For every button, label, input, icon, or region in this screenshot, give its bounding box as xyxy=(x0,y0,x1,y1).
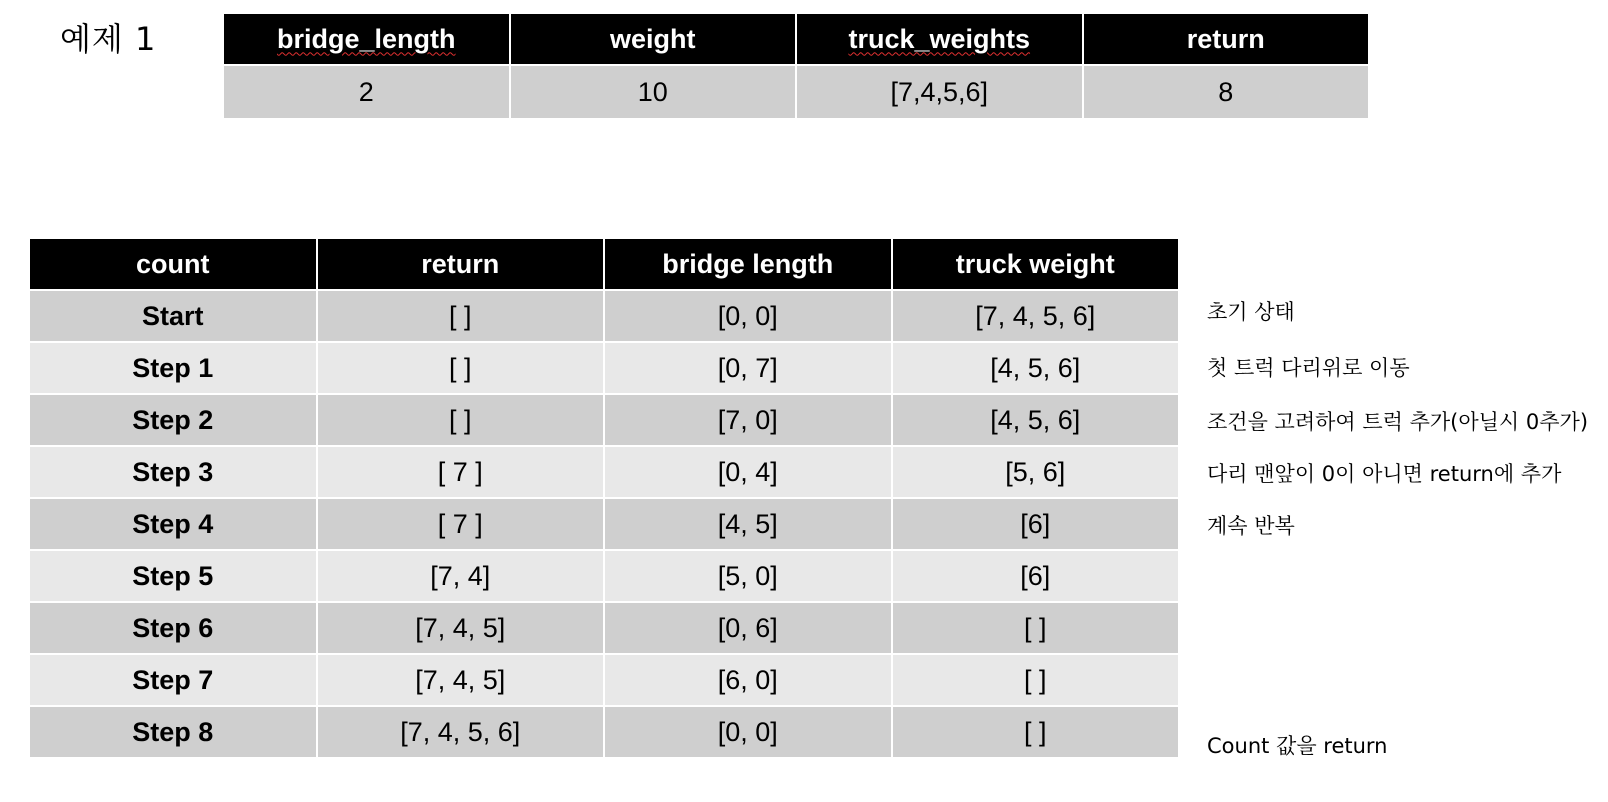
table-row xyxy=(29,706,1179,758)
table-row xyxy=(29,550,1179,602)
header-bridge-length-text: bridge_length xyxy=(276,23,456,54)
return-cell: [ 7 ] xyxy=(317,498,605,550)
header-return: return xyxy=(1083,13,1370,65)
return-cell: [7, 4] xyxy=(317,550,605,602)
bridge-cell: [7, 0] xyxy=(604,394,892,446)
return-cell: [ ] xyxy=(317,342,605,394)
count-cell: Step 7 xyxy=(29,654,317,706)
truck-cell: [7, 4, 5, 6] xyxy=(892,290,1180,342)
return-cell: [7, 4, 5, 6] xyxy=(317,706,605,758)
header-count: count xyxy=(29,238,317,290)
return-cell: [7, 4, 5] xyxy=(317,602,605,654)
count-cell: Step 3 xyxy=(29,446,317,498)
value-truck-weights: [7,4,5,6] xyxy=(796,65,1083,119)
truck-cell: [4, 5, 6] xyxy=(892,394,1180,446)
example-value-row xyxy=(223,65,1369,119)
truck-cell: [ ] xyxy=(892,654,1180,706)
bridge-cell: [0, 4] xyxy=(604,446,892,498)
note-repeat: 계속 반복 xyxy=(1207,514,1295,538)
note-front-return: 다리 맨앞이 0이 아니면 return에 추가 xyxy=(1207,462,1562,486)
bridge-cell: [5, 0] xyxy=(604,550,892,602)
note-count-return: Count 값을 return xyxy=(1207,734,1388,758)
count-cell: Step 8 xyxy=(29,706,317,758)
bridge-cell: [0, 0] xyxy=(604,290,892,342)
truck-cell: [6] xyxy=(892,498,1180,550)
header-bridge-length xyxy=(223,13,510,65)
header-weight: weight xyxy=(510,13,797,65)
note-first-truck: 첫 트럭 다리위로 이동 xyxy=(1207,356,1410,380)
bridge-cell: [0, 0] xyxy=(604,706,892,758)
count-cell: Step 5 xyxy=(29,550,317,602)
bridge-cell: [4, 5] xyxy=(604,498,892,550)
header-truck-weights-text: truck_weights xyxy=(848,23,1031,54)
truck-cell: [ ] xyxy=(892,602,1180,654)
truck-cell: [ ] xyxy=(892,706,1180,758)
table-row xyxy=(29,446,1179,498)
count-cell: Step 1 xyxy=(29,342,317,394)
bridge-cell: [0, 6] xyxy=(604,602,892,654)
example-table xyxy=(222,12,1370,120)
table-row xyxy=(29,342,1179,394)
header-bridge-length: bridge length xyxy=(604,238,892,290)
header-truck-weight: truck weight xyxy=(892,238,1180,290)
value-weight: 10 xyxy=(510,65,797,119)
value-bridge-length: 2 xyxy=(223,65,510,119)
example-label: 예제 1 xyxy=(60,20,157,58)
table-row xyxy=(29,394,1179,446)
note-initial-state: 초기 상태 xyxy=(1207,300,1295,324)
return-cell: [7, 4, 5] xyxy=(317,654,605,706)
example-header-row xyxy=(223,13,1369,65)
note-add-truck: 조건을 고려하여 트럭 추가(아닐시 0추가) xyxy=(1207,410,1589,434)
return-cell: [ ] xyxy=(317,290,605,342)
steps-header-row xyxy=(29,238,1179,290)
header-return: return xyxy=(317,238,605,290)
table-row xyxy=(29,498,1179,550)
count-cell: Step 6 xyxy=(29,602,317,654)
header-truck-weights xyxy=(796,13,1083,65)
truck-cell: [5, 6] xyxy=(892,446,1180,498)
value-return: 8 xyxy=(1083,65,1370,119)
return-cell: [ ] xyxy=(317,394,605,446)
count-cell: Step 2 xyxy=(29,394,317,446)
table-row xyxy=(29,290,1179,342)
return-cell: [ 7 ] xyxy=(317,446,605,498)
truck-cell: [6] xyxy=(892,550,1180,602)
truck-cell: [4, 5, 6] xyxy=(892,342,1180,394)
table-row xyxy=(29,602,1179,654)
steps-table xyxy=(28,237,1180,759)
count-cell: Step 4 xyxy=(29,498,317,550)
table-row xyxy=(29,654,1179,706)
bridge-cell: [6, 0] xyxy=(604,654,892,706)
bridge-cell: [0, 7] xyxy=(604,342,892,394)
count-cell: Start xyxy=(29,290,317,342)
